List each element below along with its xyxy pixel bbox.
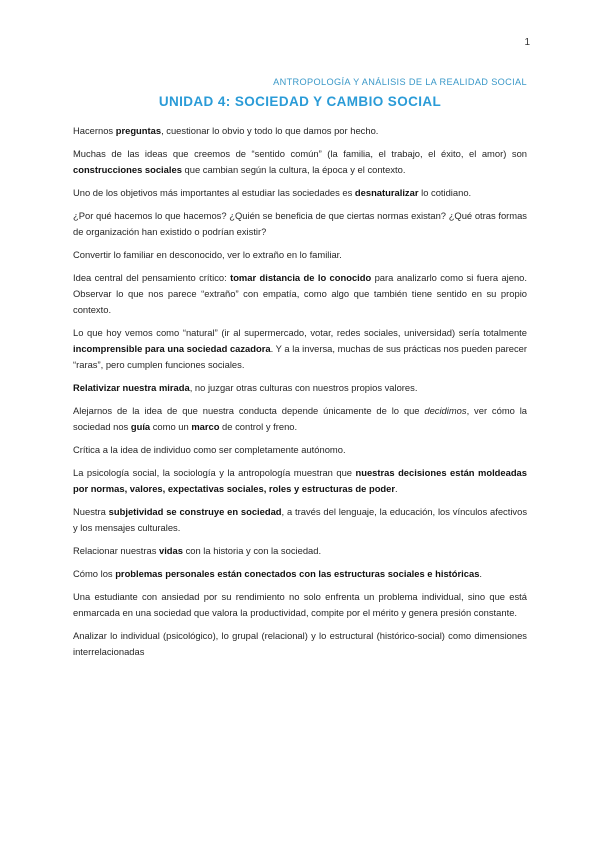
bold-text: construcciones sociales [73,164,182,175]
text-run: Uno de los objetivos más importantes al estudiar las sociedades es [73,187,355,198]
bold-text: guía [130,421,151,432]
text-run: Idea central del pensamiento crítico: [73,272,231,283]
paragraph [73,270,527,318]
text-run: Crítica a la idea de individuo como ser completamente autónomo. [73,444,346,455]
text-run: , cuestionar lo obvio y todo lo que damos por hecho. [161,125,379,136]
paragraph [73,146,527,178]
paragraph [73,465,527,497]
bold-text: marco [191,421,220,432]
paragraph [73,589,527,621]
text-run: . [479,568,483,579]
bold-text: Relativizar nuestra mirada [73,382,190,393]
paragraph [73,247,527,263]
paragraph [73,442,527,458]
paragraph [73,123,527,139]
paragraph [73,628,527,660]
text-run: Relacionar nuestras [73,545,159,556]
bold-text: problemas personales están conectados con las estructuras sociales e históricas [115,568,480,579]
text-run: que cambian según la cultura, la época y el contexto. [181,164,406,175]
course-header: ANTROPOLOGÍA Y ANÁLISIS DE LA REALIDAD SOCIAL [273,77,527,87]
text-run: ¿Por qué hacemos lo que hacemos? ¿Quién se beneficia de que ciertas normas existan? ¿Qué otras formas de organización han existido o podrían existir? [73,210,527,237]
text-run: de control y freno. [219,421,298,432]
text-run: , ver cómo la sociedad nos [73,405,527,432]
unit-title: UNIDAD 4: SOCIEDAD Y CAMBIO SOCIAL [158,94,442,109]
document-body [73,123,527,667]
text-run: , no juzgar otras culturas con nuestros propios valores. [189,382,418,393]
paragraph [73,380,527,396]
bold-text: nuestras decisiones están moldeadas por normas, valores, expectativas sociales, roles y estructuras de poder [73,467,527,494]
text-run: , a través del lenguaje, la educación, los vínculos afectivos y los mensajes culturales. [73,506,528,533]
bold-text: tomar distancia de lo conocido [230,272,372,283]
text-run: Alejarnos de la idea de que nuestra conducta depende únicamente de lo que [73,405,425,416]
text-run: La psicología social, la sociología y la antropología muestran que [73,467,356,478]
text-run: Hacernos [73,125,116,136]
paragraph [73,504,527,536]
paragraph [73,325,527,373]
paragraph [73,566,527,582]
page-number: 1 [524,37,530,48]
text-run: para analizarlo como si fuera ajeno. Observar lo que nos parece “extraño” con empatía, como algo que también tiene sentido en su propio contexto. [73,272,527,315]
paragraph [73,403,527,435]
bold-text: preguntas [115,125,162,136]
bold-text: desnaturalizar [354,187,419,198]
paragraph [73,185,527,201]
text-run: Analizar lo individual (psicológico), lo grupal (relacional) y lo estructural (histórico-social) como dimensiones interrelacionadas [73,630,527,657]
text-run: Cómo los [73,568,116,579]
text-run: . [395,483,398,494]
paragraph [73,543,527,559]
text-run: con la historia y con la sociedad. [182,545,322,556]
text-run: Una estudiante con ansiedad por su rendimiento no solo enfrenta un problema individual, sino que está enmarcada en una sociedad que valora la productividad, compite por el mérito y genera presión constante. [73,591,527,618]
text-run: Muchas de las ideas que creemos de “sentido común” (la familia, el trabajo, el éxito, el amor) son [73,148,527,159]
text-run: Nuestra [73,506,109,517]
bold-text: vidas [158,545,183,556]
text-run: lo cotidiano. [418,187,472,198]
bold-text: subjetividad se construye en sociedad [108,506,282,517]
italic-text: decidimos [424,405,467,416]
bold-text: incomprensible para una sociedad cazadora [73,343,271,354]
text-run: Convertir lo familiar en desconocido, ver lo extraño en lo familiar. [73,249,342,260]
text-run: Lo que hoy vemos como “natural” (ir al supermercado, votar, redes sociales, universidad) sería totalmente [73,327,527,338]
text-run: . Y a la inversa, muchas de sus prácticas nos pueden parecer “raras”, pero cumplen funciones sociales. [73,343,527,370]
text-run: como un [150,421,192,432]
paragraph [73,208,527,240]
